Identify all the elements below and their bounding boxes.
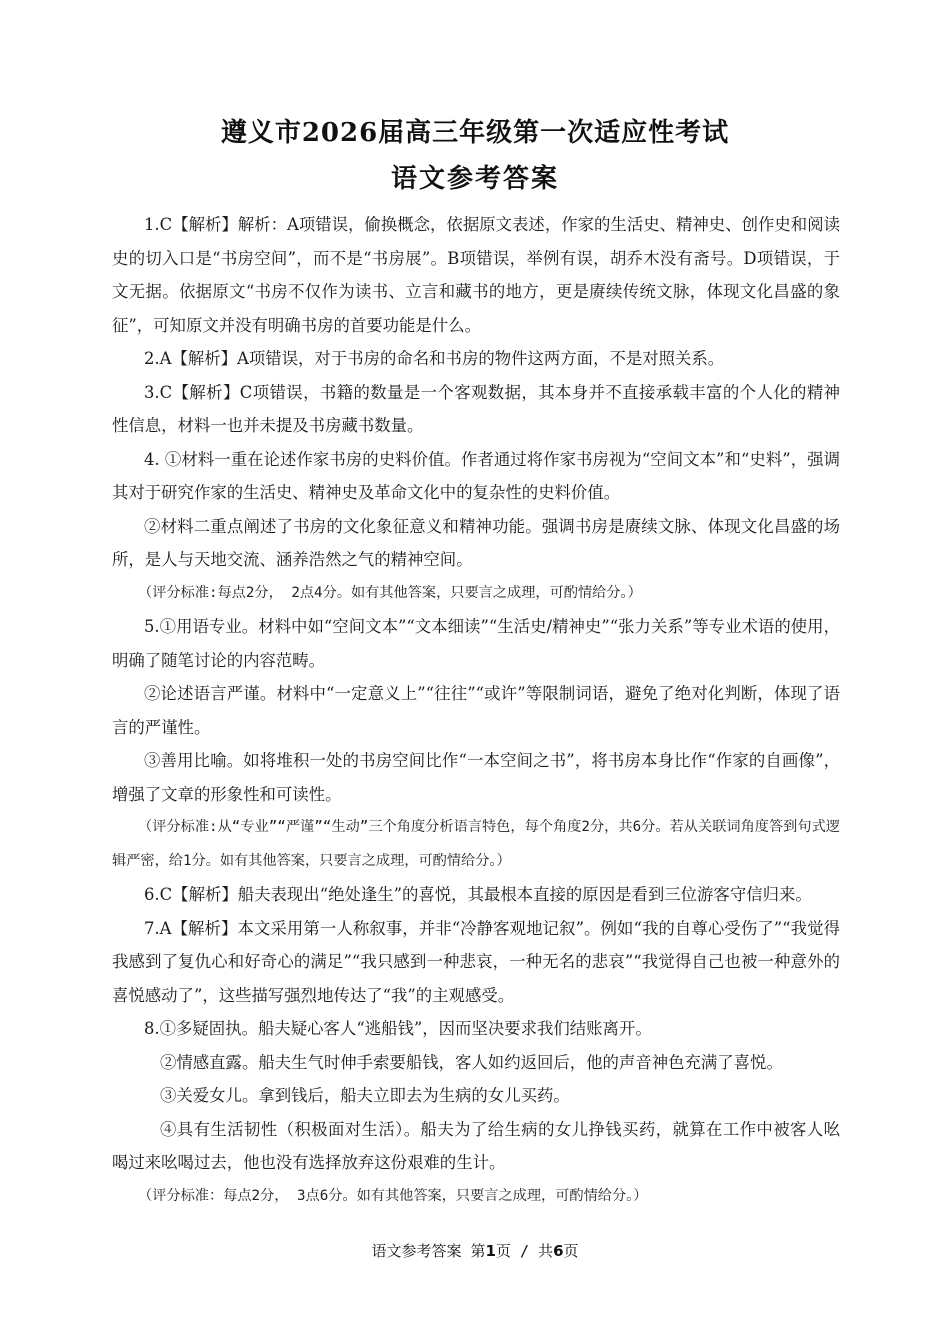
document-subtitle: 语文参考答案	[390, 164, 559, 194]
answer-5-scoring: （评分标准:从“专业”“严谨”“生动”三个角度分析语言特色，每个角度2分，共6分。若从关联词角度答到句式逻辑严密，给1分。如有其他答案，只要言之成理，可酌情给分。）	[112, 819, 840, 869]
answer-8-point-3: ③关爱女儿。拿到钱后，船夫立即去为生病的女儿买药。	[160, 1086, 570, 1105]
footer-page-prefix: 第	[470, 1242, 486, 1260]
answer-5-point-2: ②论述语言严谨。材料中“一定意义上”“往往”“或许”等限制词语，避免了绝对化判断，体现了语言的严谨性。	[112, 684, 840, 737]
answer-7: 7.A【解析】本文采用第一人称叙事，并非“冷静客观地记叙”。例如“我的自尊心受伤了”“我觉得我感到了复仇心和好奇心的满足”“我只感到一种悲哀，一种无名的悲哀”“我觉得自己也被一种意外的喜悦感动了”，这些描写强烈地传达了“我”的主观感受。	[112, 918, 840, 1005]
footer-page-current: 1	[485, 1242, 496, 1260]
answer-4-point-2: ②材料二重点阐述了书房的文化象征意义和精神功能。强调书房是赓续文脉、体现文化昌盛的场所，是人与天地交流、涵养浩然之气的精神空间。	[112, 516, 840, 569]
footer-page-suffix: 页	[563, 1242, 579, 1260]
footer-label: 语文参考答案	[371, 1242, 462, 1260]
answer-8-point-2: ②情感直露。船夫生气时伸手索要船钱，客人如约返回后，他的声音神色充满了喜悦。	[160, 1052, 783, 1072]
answer-5-point-1: 5.①用语专业。材料中如“空间文本”“文本细读”“生活史/精神史”“张力关系”等专业术语的使用，明确了随笔讨论的内容范畴。	[112, 617, 840, 670]
answer-6: 6.C【解析】船夫表现出“绝处逢生”的喜悦，其最根本直接的原因是看到三位游客守信归来。	[144, 885, 812, 904]
answer-8-scoring: （评分标准：每点2分， 3点6分。如有其他答案，只要言之成理，可酌情给分。）	[138, 1187, 648, 1204]
answer-5-point-3: ③善用比喻。如将堆积一处的书房空间比作“一本空间之书”，将书房本身比作“作家的自画像”，增强了文章的形象性和可读性。	[112, 751, 840, 804]
answer-3: 3.C【解析】C项错误，书籍的数量是一个客观数据，其本身并不直接承载丰富的个人化的精神性信息，材料一也并未提及书房藏书数量。	[112, 382, 840, 435]
footer-page-mid: 页 / 共	[495, 1242, 554, 1260]
answer-2: 2.A【解析】A项错误，对于书房的命名和书房的物件这两方面，不是对照关系。	[144, 349, 725, 368]
answer-body	[112, 208, 840, 1213]
page-footer	[0, 1240, 950, 1261]
exam-title: 遵义市2026届高三年级第一次适应性考试	[220, 118, 730, 148]
answer-4-scoring: （评分标准:每点2分， 2点4分。如有其他答案，只要言之成理，可酌情给分。）	[138, 584, 642, 601]
answer-1: 1.C【解析】解析：A项错误，偷换概念，依据原文表述，作家的生活史、精神史、创作史和阅读史的切入口是“书房空间”，而不是“书房展”。B项错误，举例有误，胡乔木没有斋号。D项错误，于文无据。依据原文“书房不仅作为读书、立言和藏书的地方，更是赓续传统文脉，体现文化昌盛的象征”，可知原文并没有明确书房的首要功能是什么。	[112, 215, 840, 335]
answer-8-point-4: ④具有生活韧性（积极面对生活）。船夫为了给生病的女儿挣钱买药，就算在工作中被客人吆喝过来吆喝过去，他也没有选择放弃这份艰难的生计。	[112, 1119, 840, 1172]
footer-page-total: 6	[553, 1242, 564, 1260]
answer-4-point-1: 4. ①材料一重在论述作家书房的史料价值。作者通过将作家书房视为“空间文本”和“史料”，强调其对于研究作家的生活史、精神史及革命文化中的复杂性的史料价值。	[112, 449, 840, 502]
answer-8-point-1: 8.①多疑固执。船夫疑心客人“逃船钱”，因而坚决要求我们结账离开。	[144, 1019, 652, 1038]
